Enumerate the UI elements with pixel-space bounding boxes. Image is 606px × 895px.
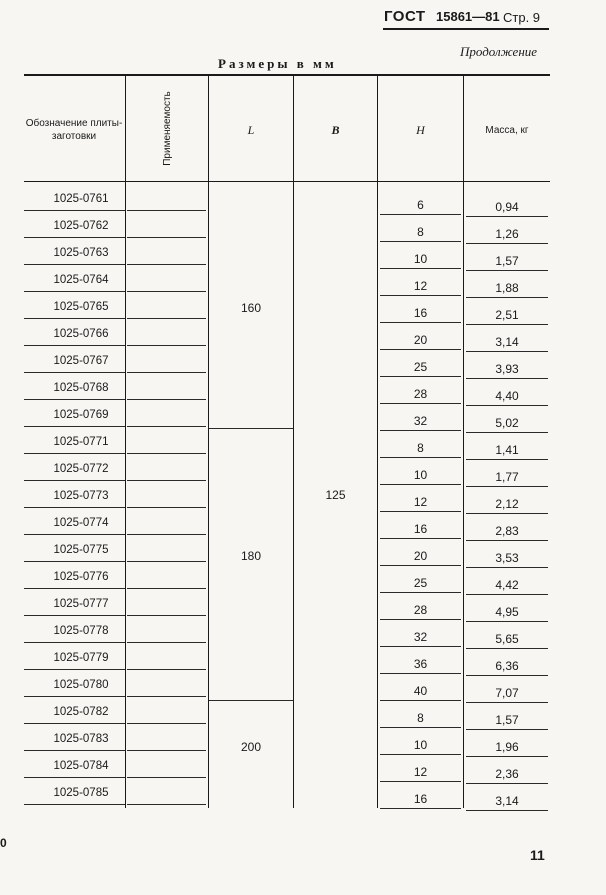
row-H: 8	[417, 711, 424, 725]
row-rule	[24, 669, 125, 670]
row-H: 40	[413, 684, 428, 698]
standard-number: 15861—81	[436, 9, 500, 24]
row-rule	[24, 318, 125, 319]
row-H: 6	[417, 198, 424, 212]
row-H: 20	[413, 549, 428, 563]
row-mass: 4,95	[495, 605, 519, 619]
H-rule	[380, 808, 461, 809]
mass-rule	[466, 324, 548, 325]
applicability-blank	[127, 399, 206, 400]
row-mass: 1,26	[495, 227, 519, 241]
H-rule	[380, 754, 461, 755]
mass-rule	[466, 243, 548, 244]
applicability-blank	[127, 237, 206, 238]
applicability-blank	[127, 291, 206, 292]
row-designation: 1025-0766	[53, 328, 109, 340]
H-rule	[380, 214, 461, 215]
page-number: 11	[530, 847, 545, 863]
mass-rule	[466, 648, 548, 649]
page-reference: Стр. 9	[503, 10, 541, 25]
margin-mark: 0	[0, 836, 7, 850]
row-designation: 1025-0767	[53, 355, 109, 367]
column-header-designation: Обозначение плиты-заготовки	[25, 118, 123, 142]
row-rule	[24, 264, 125, 265]
mass-rule	[466, 810, 548, 811]
H-rule	[380, 376, 461, 377]
row-H: 32	[413, 414, 428, 428]
row-H: 32	[413, 630, 428, 644]
row-mass: 4,42	[495, 578, 519, 592]
row-mass: 2,51	[495, 308, 519, 322]
applicability-blank	[127, 669, 206, 670]
row-H: 12	[413, 279, 428, 293]
row-mass: 5,02	[495, 416, 519, 430]
row-mass: 1,41	[495, 443, 519, 457]
H-rule	[380, 268, 461, 269]
H-rule	[380, 484, 461, 485]
mass-rule	[466, 729, 548, 730]
row-rule	[24, 345, 125, 346]
applicability-blank	[127, 561, 206, 562]
row-rule	[24, 210, 125, 211]
applicability-blank	[127, 480, 206, 481]
column-header-H: H	[416, 123, 425, 137]
row-designation: 1025-0761	[53, 193, 109, 205]
applicability-blank	[127, 345, 206, 346]
applicability-blank	[127, 804, 206, 805]
row-mass: 2,12	[495, 497, 519, 511]
row-H: 25	[413, 576, 428, 590]
row-H: 16	[413, 792, 428, 806]
H-rule	[380, 457, 461, 458]
row-H: 10	[413, 468, 428, 482]
mass-rule	[466, 702, 548, 703]
H-rule	[380, 322, 461, 323]
mass-rule	[466, 621, 548, 622]
applicability-blank	[127, 750, 206, 751]
row-mass: 4,40	[495, 389, 519, 403]
mass-rule	[466, 594, 548, 595]
row-rule	[24, 291, 125, 292]
mass-rule	[466, 270, 548, 271]
mass-rule	[466, 432, 548, 433]
row-mass: 3,53	[495, 551, 519, 565]
mass-rule	[466, 405, 548, 406]
row-mass: 1,96	[495, 740, 519, 754]
mass-rule	[466, 783, 548, 784]
row-designation: 1025-0779	[53, 652, 109, 664]
row-H: 28	[413, 603, 428, 617]
applicability-blank	[127, 372, 206, 373]
row-H: 28	[413, 387, 428, 401]
row-rule	[24, 480, 125, 481]
H-rule	[380, 430, 461, 431]
H-rule	[380, 538, 461, 539]
continuation-label: Продолжение	[460, 44, 538, 59]
mass-rule	[466, 567, 548, 568]
applicability-blank	[127, 534, 206, 535]
column-header-mass: Масса, кг	[485, 125, 529, 136]
mass-rule	[466, 351, 548, 352]
row-mass: 1,57	[495, 713, 519, 727]
row-designation: 1025-0784	[53, 760, 109, 772]
row-H: 10	[413, 738, 428, 752]
row-rule	[24, 615, 125, 616]
L-group-divider	[209, 700, 293, 701]
mass-rule	[466, 486, 548, 487]
row-rule	[24, 588, 125, 589]
H-rule	[380, 673, 461, 674]
row-mass: 1,88	[495, 281, 519, 295]
row-mass: 6,36	[495, 659, 519, 673]
applicability-blank	[127, 426, 206, 427]
applicability-blank	[127, 723, 206, 724]
row-H: 12	[413, 495, 428, 509]
row-designation: 1025-0777	[53, 598, 109, 610]
mass-rule	[466, 756, 548, 757]
row-mass: 2,83	[495, 524, 519, 538]
applicability-blank	[127, 588, 206, 589]
row-H: 36	[413, 657, 428, 671]
row-mass: 2,36	[495, 767, 519, 781]
row-rule	[24, 399, 125, 400]
row-mass: 3,14	[495, 335, 519, 349]
applicability-blank	[127, 615, 206, 616]
row-rule	[24, 723, 125, 724]
row-mass: 5,65	[495, 632, 519, 646]
column-divider	[208, 76, 209, 808]
applicability-blank	[127, 264, 206, 265]
H-rule	[380, 646, 461, 647]
L-group-divider	[209, 428, 293, 429]
row-designation: 1025-0785	[53, 787, 109, 799]
row-designation: 1025-0775	[53, 544, 109, 556]
header-rule	[383, 28, 549, 30]
L-value-180: 180	[240, 549, 262, 563]
H-rule	[380, 241, 461, 242]
row-rule	[24, 372, 125, 373]
applicability-blank	[127, 318, 206, 319]
row-designation: 1025-0762	[53, 220, 109, 232]
column-divider	[125, 76, 126, 808]
row-rule	[24, 804, 125, 805]
mass-rule	[466, 675, 548, 676]
row-rule	[24, 534, 125, 535]
row-H: 8	[417, 225, 424, 239]
row-rule	[24, 507, 125, 508]
row-H: 8	[417, 441, 424, 455]
applicability-blank	[127, 453, 206, 454]
row-designation: 1025-0774	[53, 517, 109, 529]
H-rule	[380, 727, 461, 728]
row-designation: 1025-0778	[53, 625, 109, 637]
mass-rule	[466, 216, 548, 217]
dimensions-note: Размеры в мм	[218, 56, 337, 71]
B-value: 125	[325, 488, 346, 502]
column-header-L: L	[247, 123, 255, 137]
row-mass: 0,94	[495, 200, 519, 214]
row-H: 10	[413, 252, 428, 266]
row-designation: 1025-0783	[53, 733, 109, 745]
column-divider	[293, 76, 294, 808]
gost-label: ГОСТ	[384, 8, 426, 25]
row-designation: 1025-0764	[53, 274, 109, 286]
mass-rule	[466, 540, 548, 541]
row-rule	[24, 237, 125, 238]
applicability-blank	[127, 507, 206, 508]
row-designation: 1025-0780	[53, 679, 109, 691]
row-H: 20	[413, 333, 428, 347]
row-mass: 1,77	[495, 470, 519, 484]
H-rule	[380, 619, 461, 620]
row-designation: 1025-0773	[53, 490, 109, 502]
row-rule	[24, 426, 125, 427]
applicability-blank	[127, 210, 206, 211]
row-rule	[24, 777, 125, 778]
H-rule	[380, 565, 461, 566]
row-designation: 1025-0771	[53, 436, 109, 448]
row-H: 16	[413, 522, 428, 536]
row-H: 12	[413, 765, 428, 779]
H-rule	[380, 781, 461, 782]
row-mass: 3,14	[495, 794, 519, 808]
row-mass: 7,07	[495, 686, 519, 700]
row-H: 16	[413, 306, 428, 320]
H-rule	[380, 511, 461, 512]
row-designation: 1025-0772	[53, 463, 109, 475]
mass-rule	[466, 378, 548, 379]
column-header-applicability: Применяемость	[161, 90, 173, 166]
H-rule	[380, 295, 461, 296]
row-designation: 1025-0768	[53, 382, 109, 394]
row-mass: 3,93	[495, 362, 519, 376]
L-value-160: 160	[240, 301, 262, 315]
column-header-B: B	[331, 123, 340, 137]
H-rule	[380, 403, 461, 404]
row-rule	[24, 750, 125, 751]
H-rule	[380, 700, 461, 701]
row-designation: 1025-0776	[53, 571, 109, 583]
row-designation: 1025-0769	[53, 409, 109, 421]
row-rule	[24, 696, 125, 697]
row-mass: 1,57	[495, 254, 519, 268]
applicability-blank	[127, 642, 206, 643]
applicability-blank	[127, 696, 206, 697]
row-H: 25	[413, 360, 428, 374]
mass-rule	[466, 297, 548, 298]
H-rule	[380, 592, 461, 593]
table-header-rule	[24, 181, 550, 182]
row-rule	[24, 642, 125, 643]
row-designation: 1025-0765	[53, 301, 109, 313]
row-designation: 1025-0763	[53, 247, 109, 259]
L-value-200: 200	[240, 740, 262, 754]
row-rule	[24, 561, 125, 562]
table-top-rule	[24, 74, 550, 76]
row-rule	[24, 453, 125, 454]
applicability-blank	[127, 777, 206, 778]
mass-rule	[466, 513, 548, 514]
column-header-applicability-cell	[126, 76, 208, 180]
H-rule	[380, 349, 461, 350]
mass-rule	[466, 459, 548, 460]
row-designation: 1025-0782	[53, 706, 109, 718]
